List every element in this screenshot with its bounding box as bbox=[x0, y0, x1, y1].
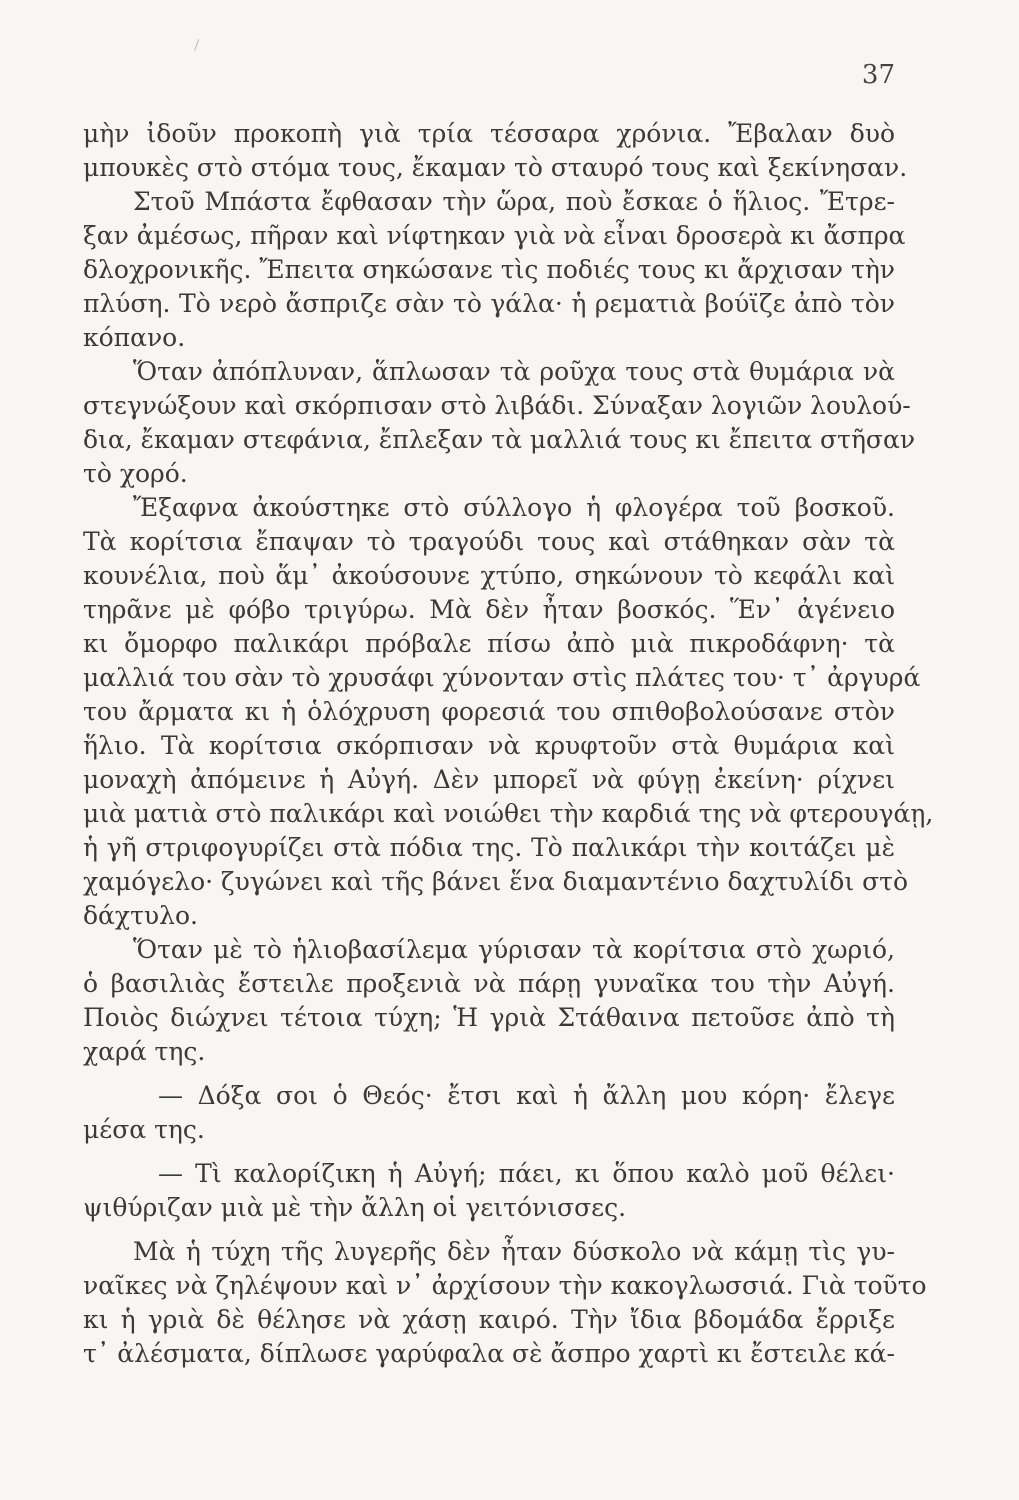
text-line: δια, ἔκαμαν στεφάνια, ἔπλεξαν τὰ μαλλιά τους κι ἔπειτα στῆσαν bbox=[83, 425, 916, 454]
text-line: Ὅταν ἀπόπλυναν, ἅπλωσαν τὰ ροῦχα τους στὰ θυμάρια νὰ bbox=[133, 357, 895, 386]
text-line: χαμόγελο· ζυγώνει καὶ τῆς βάνει ἕνα διαμαντένιο δαχτυλίδι στὸ bbox=[83, 867, 909, 896]
text-line: Ἔξαφνα ἀκούστηκε στὸ σύλλογο ἡ φλογέρα τοῦ βοσκοῦ. bbox=[133, 493, 895, 522]
page-number: 37 bbox=[861, 60, 895, 90]
text-line: στεγνώξουν καὶ σκόρπισαν στὸ λιβάδι. Σύναξαν λογιῶν λουλού- bbox=[83, 391, 911, 420]
text-line: ἥλιο. Τὰ κορίτσια σκόρπισαν νὰ κρυφτοῦν στὰ θυμάρια καὶ bbox=[83, 731, 895, 760]
text-line: τὸ χορό. bbox=[83, 459, 188, 488]
text-line: δλοχρονικῆς. Ἔπειτα σηκώσανε τὶς ποδιές τους κι ἄρχισαν τὴν bbox=[83, 255, 895, 284]
text-line: του ἄρματα κι ἡ ὁλόχρυση φορεσιά του σπιθοβολούσανε στὸν bbox=[83, 697, 895, 726]
text-line: ψιθύριζαν μιὰ μὲ τὴν ἄλλη οἱ γειτόνισσες. bbox=[83, 1193, 627, 1222]
text-line: πλύση. Τὸ νερὸ ἄσπριζε σὰν τὸ γάλα· ἡ ρεματιὰ βούϊζε ἀπὸ τὸν bbox=[83, 289, 895, 318]
text-line: ναῖκες νὰ ζηλέψουν καὶ ν᾽ ἀρχίσουν τὴν κακογλωσσιά. Γιὰ τοῦτο bbox=[83, 1271, 927, 1300]
text-line: χαρά της. bbox=[83, 1037, 206, 1066]
text-line: μιὰ ματιὰ στὸ παλικάρι καὶ νοιώθει τὴν καρδιά της νὰ φτερουγάῃ, bbox=[83, 799, 934, 828]
dialogue-line: — Δόξα σοι ὁ Θεός· ἔτσι καὶ ἡ ἄλλη μου κόρη· ἔλεγε bbox=[158, 1081, 895, 1110]
text-line: δάχτυλο. bbox=[83, 901, 198, 930]
text-line: τ᾽ ἀλέσματα, δίπλωσε γαρύφαλα σὲ ἄσπρο χαρτὶ κι ἔστειλε κά- bbox=[83, 1339, 895, 1368]
text-line: μέσα της. bbox=[83, 1115, 205, 1144]
text-line: κι ἡ γριὰ δὲ θέλησε νὰ χάσῃ καιρό. Τὴν ἴδια βδομάδα ἔρριξε bbox=[83, 1305, 895, 1334]
text-line: μαλλιά του σὰν τὸ χρυσάφι χύνονταν στὶς πλάτες του· τ᾽ ἀργυρά bbox=[83, 663, 921, 692]
text-line: μὴν ἰδοῦν προκοπὴ γιὰ τρία τέσσαρα χρόνια. Ἔβαλαν δυὸ bbox=[83, 119, 895, 148]
text-line: ἡ γῆ στριφογυρίζει στὰ πόδια της. Τὸ παλικάρι τὴν κοιτάζει μὲ bbox=[83, 833, 895, 862]
text-line: Στοῦ Μπάστα ἔφθασαν τὴν ὥρα, ποὺ ἔσκαε ὁ ἥλιος. Ἔτρε- bbox=[133, 187, 895, 216]
text-line: Ποιὸς διώχνει τέτοια τύχη; Ἡ γριὰ Στάθαινα πετοῦσε ἀπὸ τὴ bbox=[83, 1003, 895, 1032]
margin-pencil-mark bbox=[194, 39, 205, 53]
text-line: ξαν ἀμέσως, πῆραν καὶ νίφτηκαν γιὰ νὰ εἶναι δροσερὰ κι ἄσπρα bbox=[83, 221, 906, 250]
dialogue-line: — Τὶ καλορίζικη ἡ Αὐγή; πάει, κι ὅπου καλὸ μοῦ θέλει· bbox=[158, 1159, 895, 1188]
text-line: Ὅταν μὲ τὸ ἡλιοβασίλεμα γύρισαν τὰ κορίτσια στὸ χωριό, bbox=[133, 935, 895, 964]
text-line: κόπανο. bbox=[83, 323, 186, 352]
text-line: κουνέλια, ποὺ ἅμ᾽ ἀκούσουνε χτύπο, σηκώνουν τὸ κεφάλι καὶ bbox=[83, 561, 895, 590]
text-line: Μὰ ἡ τύχη τῆς λυγερῆς δὲν ἦταν δύσκολο νὰ κάμῃ τὶς γυ- bbox=[133, 1237, 895, 1266]
text-line: ὁ βασιλιὰς ἔστειλε προξενιὰ νὰ πάρῃ γυναῖκα του τὴν Αὐγή. bbox=[83, 969, 895, 998]
text-line: Τὰ κορίτσια ἔπαψαν τὸ τραγούδι τους καὶ στάθηκαν σὰν τὰ bbox=[83, 527, 895, 556]
text-line: κι ὄμορφο παλικάρι πρόβαλε πίσω ἀπὸ μιὰ πικροδάφνη· τὰ bbox=[83, 629, 895, 658]
text-line: μοναχὴ ἀπόμεινε ἡ Αὐγή. Δὲν μπορεῖ νὰ φύγῃ ἐκείνη· ρίχνει bbox=[83, 765, 895, 794]
text-line: τηρᾶνε μὲ φόβο τριγύρω. Μὰ δὲν ἦταν βοσκός. Ἕν᾽ ἀγένειο bbox=[83, 595, 895, 624]
text-line: μπουκὲς στὸ στόμα τους, ἔκαμαν τὸ σταυρό τους καὶ ξεκίνησαν. bbox=[83, 153, 908, 182]
